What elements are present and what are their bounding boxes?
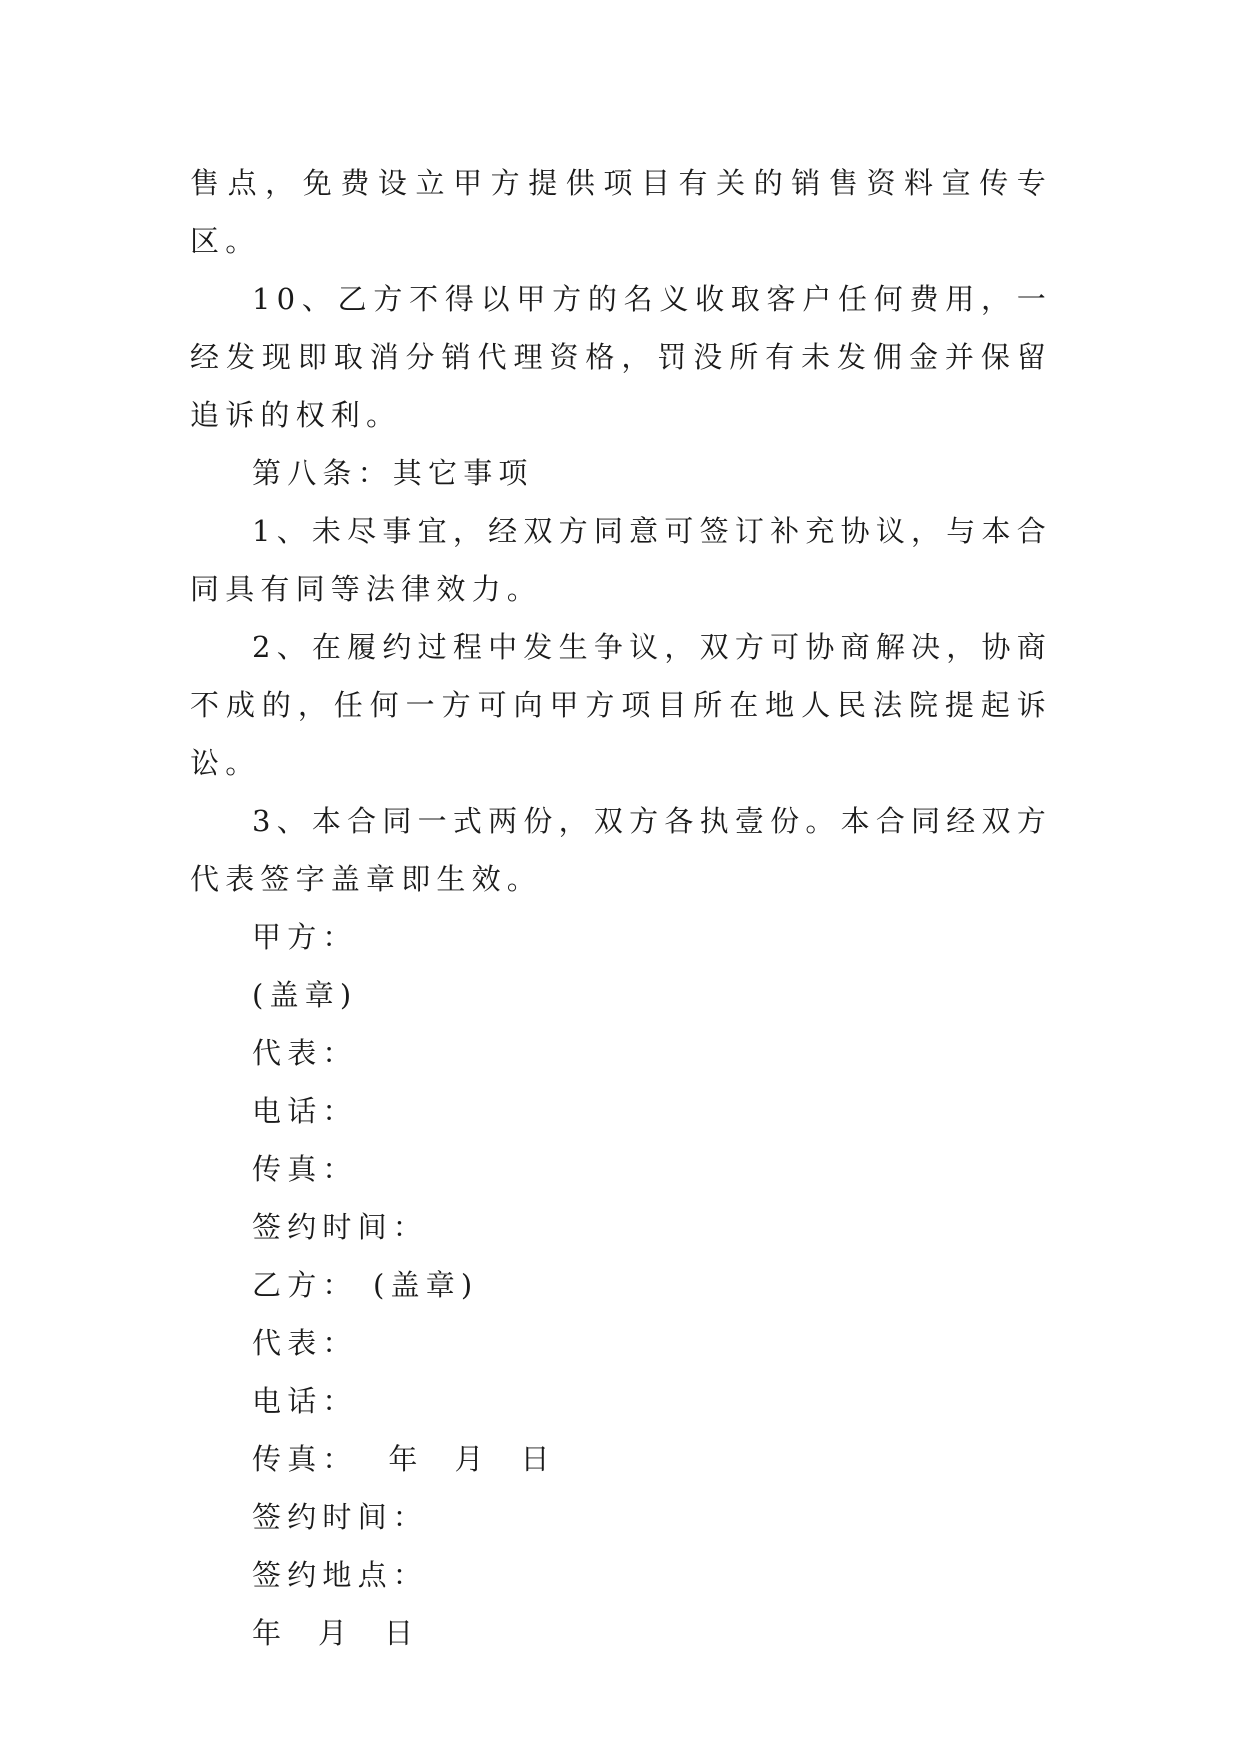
clause-1: 1、未尽事宜，经双方同意可签订补充协议，与本合同具有同等法律效力。 bbox=[190, 514, 1052, 606]
sign-place: 签约地点： bbox=[252, 1558, 429, 1592]
clause-3: 3、本合同一式两份，双方各执壹份。本合同经双方代表签字盖章即生效。 bbox=[190, 804, 1052, 896]
clause-10: 10、乙方不得以甲方的名义收取客户任何费用，一经发现即取消分销代理资格，罚没所有未发佣金并保留追诉的权利。 bbox=[190, 282, 1052, 432]
signature-block bbox=[190, 908, 1052, 1662]
sign-date: 年 月 日 bbox=[252, 1616, 420, 1650]
party-b-label: 乙方： (盖章) bbox=[252, 1268, 479, 1302]
party-a-representative: 代表： bbox=[252, 1036, 358, 1070]
paragraph-continuation: 售点，免费设立甲方提供项目有关的销售资料宣传专区。 bbox=[190, 166, 1052, 258]
party-a-fax: 传真： bbox=[252, 1152, 358, 1186]
party-a-sign-time: 签约时间： bbox=[252, 1210, 429, 1244]
clause-2: 2、在履约过程中发生争议，双方可协商解决，协商不成的，任何一方可向甲方项目所在地人民法院提起诉讼。 bbox=[190, 630, 1052, 780]
party-b-phone: 电话： bbox=[252, 1384, 358, 1418]
contract-body bbox=[190, 154, 1052, 1662]
party-b-representative: 代表： bbox=[252, 1326, 358, 1360]
party-a-label: 甲方： bbox=[252, 920, 358, 954]
party-a-phone: 电话： bbox=[252, 1094, 358, 1128]
party-a-seal: (盖章) bbox=[252, 978, 358, 1012]
party-b-fax: 传真： 年 月 日 bbox=[252, 1442, 556, 1476]
article-8-heading: 第八条：其它事项 bbox=[252, 456, 534, 490]
party-b-sign-time: 签约时间： bbox=[252, 1500, 429, 1534]
